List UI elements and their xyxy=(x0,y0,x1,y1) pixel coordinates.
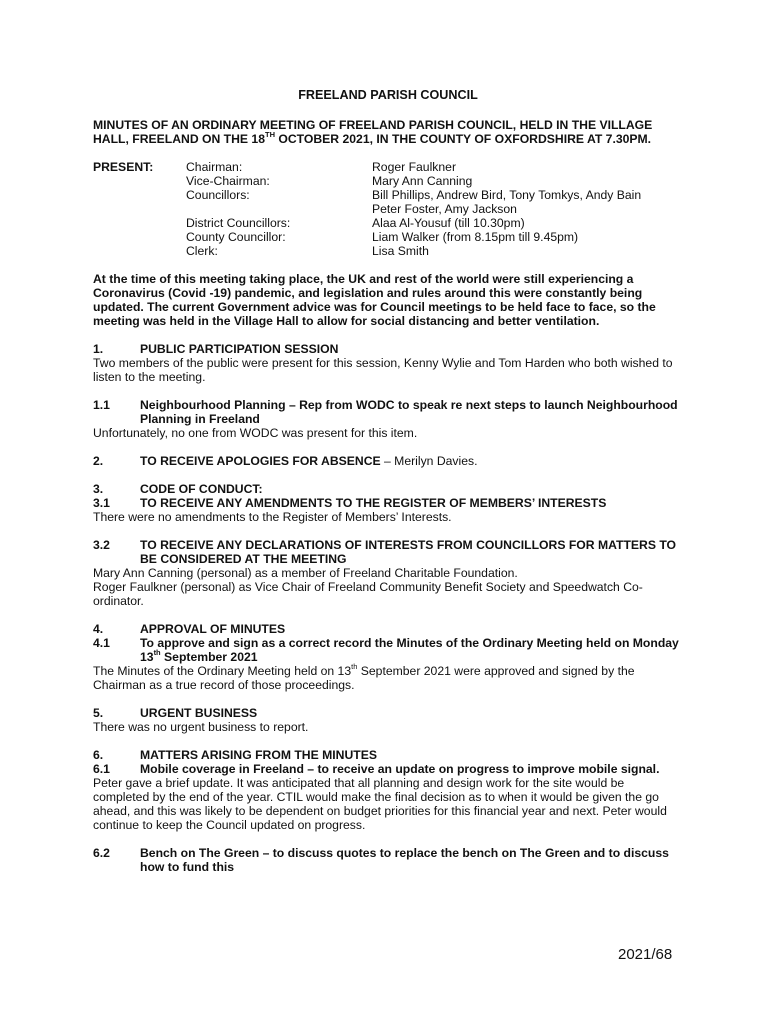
names-councillors-2: Peter Foster, Amy Jackson xyxy=(372,202,517,216)
name-county-councillor: Liam Walker (from 8.15pm till 9.45pm) xyxy=(372,230,579,244)
role-district-councillors: District Councillors: xyxy=(186,216,291,230)
page-number: 2021/68 xyxy=(618,946,673,963)
role-chairman: Chairman: xyxy=(186,160,243,174)
section-body: There were no amendments to the Register of Members’ Interests. xyxy=(93,510,452,524)
section-number: 2. xyxy=(93,454,104,468)
section-3-2 xyxy=(93,538,683,608)
attendance-table xyxy=(93,160,683,258)
section-title: Bench on The Green – to discuss quotes to replace the bench on The Green and to discuss how to fund this xyxy=(140,846,669,874)
section-number: 3. xyxy=(93,482,104,496)
section-title: CODE OF CONDUCT: xyxy=(140,482,263,496)
section-title: Neighbourhood Planning – Rep from WODC to speak re next steps to launch Neighbourhood Planning in Freeland xyxy=(140,398,678,426)
section-title: URGENT BUSINESS xyxy=(140,706,258,720)
section-number: 6. xyxy=(93,748,104,762)
section-1-1 xyxy=(93,398,683,440)
section-2 xyxy=(93,454,683,468)
section-4 xyxy=(93,622,683,692)
section-number: 6.1 xyxy=(93,762,110,776)
section-5 xyxy=(93,706,683,734)
section-title: To approve and sign as a correct record the Minutes of the Ordinary Meeting held on Monday 13th September 2021 xyxy=(140,636,679,664)
section-body: Two members of the public were present for this session, Kenny Wylie and Tom Harden who both wished to listen to the meeting. xyxy=(93,356,673,384)
section-number: 5. xyxy=(93,706,104,720)
section-body: Unfortunately, no one from WODC was present for this item. xyxy=(93,426,418,440)
role-vice-chairman: Vice-Chairman: xyxy=(186,174,270,188)
apologies-text: – Merilyn Davies. xyxy=(380,454,478,468)
covid-notice: At the time of this meeting taking place, the UK and rest of the world were still experiencing a Coronavirus (Covid -19) pandemic, and legislation and rules around this were constantly being updated. The current Government advice was for Council meetings to be held face to face, so the meeting was held in the Village Hall to allow for social distancing and better ventilation. xyxy=(93,272,656,328)
section-number: 3.2 xyxy=(93,538,110,552)
section-6-2 xyxy=(93,846,683,874)
meeting-heading xyxy=(93,118,683,146)
section-number: 3.1 xyxy=(93,496,110,510)
section-title: MATTERS ARISING FROM THE MINUTES xyxy=(140,748,377,762)
role-councillors: Councillors: xyxy=(186,188,250,202)
section-body: The Minutes of the Ordinary Meeting held on 13th September 2021 were approved and signed by the Chairman as a true record of those proceedings. xyxy=(93,661,635,692)
present-label: PRESENT: xyxy=(93,160,154,174)
section-title: TO RECEIVE ANY AMENDMENTS TO THE REGISTER OF MEMBERS’ INTERESTS xyxy=(140,496,607,510)
section-body: There was no urgent business to report. xyxy=(93,720,309,734)
name-chairman: Roger Faulkner xyxy=(372,160,456,174)
section-title: TO RECEIVE ANY DECLARATIONS OF INTERESTS FROM COUNCILLORS FOR MATTERS TO BE CONSIDERED AT THE MEETING xyxy=(140,538,677,566)
section-6 xyxy=(93,748,683,832)
section-title: PUBLIC PARTICIPATION SESSION xyxy=(140,342,339,356)
minutes-page xyxy=(93,88,683,874)
role-county-councillor: County Councillor: xyxy=(186,230,286,244)
heading-superscript: TH xyxy=(265,129,275,139)
section-body: Peter gave a brief update. It was anticipated that all planning and design work for the site would be completed by the end of the year. CTIL would make the final decision as to when it would be given the go ahead, and this was likely to be dependent on budget priorities for this financial year and next. Peter would continue to keep the Council updated on progress. xyxy=(93,776,667,832)
name-clerk: Lisa Smith xyxy=(372,244,429,258)
heading-text-a: MINUTES OF AN ORDINARY MEETING OF FREELAND PARISH COUNCIL, HELD IN THE VILLAGE HALL, FREELAND ON THE 18 xyxy=(93,118,653,146)
name-district-councillor: Alaa Al-Yousuf (till 10.30pm) xyxy=(372,216,525,230)
section-title: TO RECEIVE APOLOGIES FOR ABSENCE xyxy=(140,454,381,468)
section-1 xyxy=(93,342,683,384)
declaration-2: Roger Faulkner (personal) as Vice Chair of Freeland Community Benefit Society and Speedwatch Co-ordinator. xyxy=(93,580,643,608)
names-councillors-1: Bill Phillips, Andrew Bird, Tony Tomkys, Andy Bain xyxy=(372,188,642,202)
section-number: 1.1 xyxy=(93,398,110,412)
role-clerk: Clerk: xyxy=(186,244,218,258)
section-number: 4.1 xyxy=(93,636,110,650)
section-number: 1. xyxy=(93,342,104,356)
section-number: 4. xyxy=(93,622,104,636)
section-title: APPROVAL OF MINUTES xyxy=(140,622,286,636)
section-title: Mobile coverage in Freeland – to receive an update on progress to improve mobile signal. xyxy=(140,762,660,776)
section-number: 6.2 xyxy=(93,846,110,860)
council-title: FREELAND PARISH COUNCIL xyxy=(298,88,478,102)
name-vice-chairman: Mary Ann Canning xyxy=(372,174,473,188)
heading-text-b: OCTOBER 2021, IN THE COUNTY OF OXFORDSHIRE AT 7.30PM. xyxy=(275,132,652,146)
declaration-1: Mary Ann Canning (personal) as a member of Freeland Charitable Foundation. xyxy=(93,566,518,580)
role-blank xyxy=(186,202,372,216)
section-3 xyxy=(93,482,683,524)
